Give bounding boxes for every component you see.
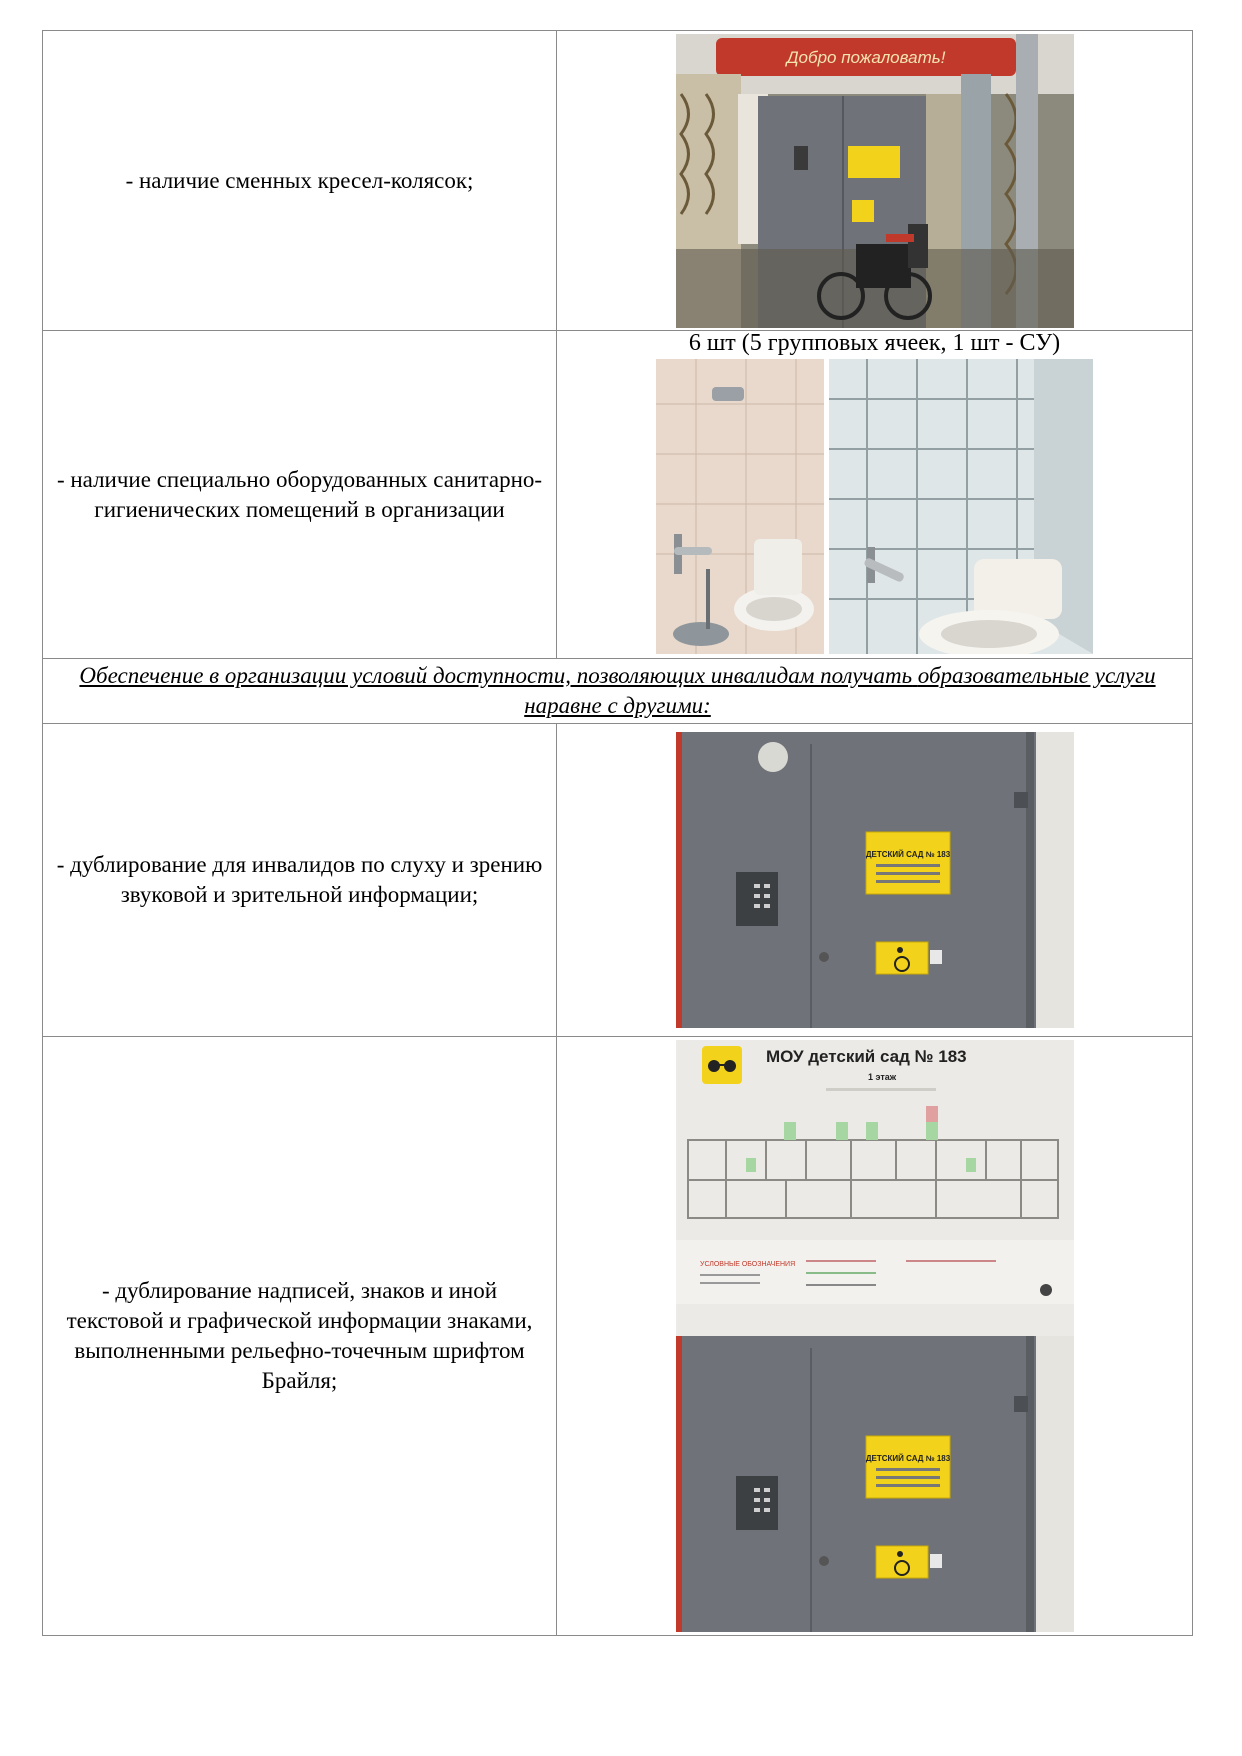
row-label-cell xyxy=(43,31,557,331)
section-heading-part1: Обеспечение в организации условий доступности, позволяющих инвалидам получать xyxy=(79,663,913,688)
table-row xyxy=(43,31,1193,331)
row-label-cell xyxy=(43,724,557,1037)
door-signs-photo xyxy=(676,732,1074,1028)
plan-legend: УСЛОВНЫЕ ОБОЗНАЧЕНИЯ xyxy=(699,1261,795,1268)
photo-cell xyxy=(557,331,1193,659)
row-label-braille: - дублирование надписей, знаков и иной текстовой и графической информации знаками, выполненными рельефно-точечным шрифтом Брайля; xyxy=(66,1278,533,1393)
table-row xyxy=(43,659,1193,724)
tactile-floor-plan-photo xyxy=(676,1040,1074,1336)
row-label-audio-visual: - дублирование для инвалидов по слуху и зрению звуковой и зрительной информации; xyxy=(56,852,543,907)
sign-title: ДЕТСКИЙ САД № 183 xyxy=(865,850,950,859)
toilet-photo-1 xyxy=(656,359,824,654)
row-label-cell xyxy=(43,331,557,659)
section-heading xyxy=(43,659,1192,723)
sanitary-photos xyxy=(557,359,1192,654)
entrance-banner-text: Добро пожаловать! xyxy=(786,47,945,67)
plan-floor: 1 этаж xyxy=(867,1072,896,1082)
photo-cell xyxy=(557,1037,1193,1636)
row-label-sanitary: - наличие специально оборудованных санитарно-гигиенических помещений в организации xyxy=(56,466,543,522)
sign-title-2: ДЕТСКИЙ САД № 183 xyxy=(865,1454,950,1463)
toilet-photo-2 xyxy=(829,359,1093,654)
plan-title: МОУ детский сад № 183 xyxy=(765,1047,967,1066)
section-heading-part2: образовательные услуги наравне с другими: xyxy=(524,663,1156,718)
sanitary-caption: 6 шт (5 групповых ячеек, 1 шт - СУ) xyxy=(688,330,1061,356)
accessibility-table xyxy=(42,30,1193,1636)
table-row xyxy=(43,331,1193,659)
row-label-wheelchairs: - наличие сменных кресел-колясок; xyxy=(125,167,474,193)
table-row xyxy=(43,1037,1193,1636)
table-row xyxy=(43,724,1193,1037)
photo-cell xyxy=(557,31,1193,331)
photo-cell xyxy=(557,724,1193,1037)
entrance-wheelchair-photo xyxy=(676,34,1074,328)
row-label-cell xyxy=(43,1037,557,1636)
door-signs-photo-2 xyxy=(676,1336,1074,1632)
section-heading-cell xyxy=(43,659,1193,724)
